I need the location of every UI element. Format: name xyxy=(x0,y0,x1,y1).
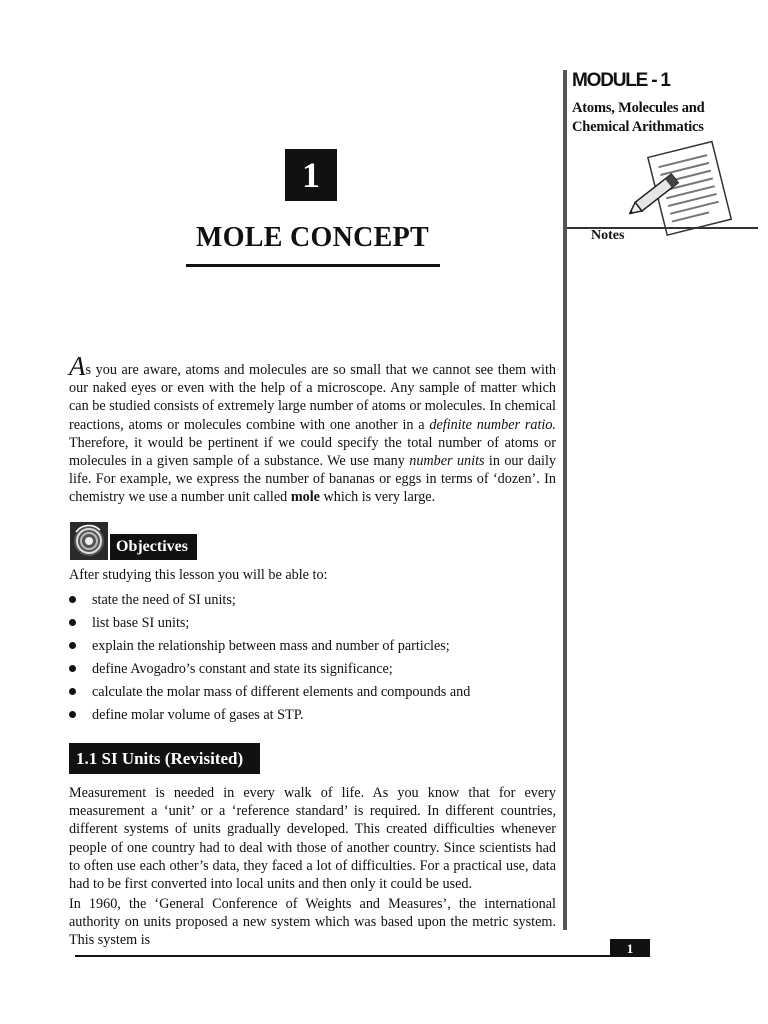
objectives-label: Objectives xyxy=(110,534,197,560)
intro-text: Therefore, it would be pertinent if we could specify the total number of atoms or molecules in a given sample of a substance. We use many xyxy=(69,434,556,470)
module-subtitle-line: Chemical Arithmatics xyxy=(572,119,704,135)
list-item-text: state the need of SI units; xyxy=(92,592,236,608)
bullet-icon xyxy=(69,665,76,672)
module-subtitle xyxy=(572,99,762,137)
intro-bold: mole xyxy=(290,489,320,506)
bullet-icon xyxy=(69,596,76,603)
module-title: MODULE - 1 xyxy=(572,70,670,91)
intro-emphasis: definite number ratio. xyxy=(429,416,556,433)
list-item xyxy=(69,659,470,682)
objectives-intro: After studying this lesson you will be able to: xyxy=(69,567,328,583)
intro-text: in our daily life. For example, we express the number of bananas or eggs in terms of ‘dozen’. In chemistry we use a number unit called xyxy=(69,453,556,506)
notepad-pencil-icon xyxy=(623,136,738,246)
chapter-number: 1 xyxy=(285,149,337,201)
list-item xyxy=(69,590,470,613)
section-heading: 1.1 SI Units (Revisited) xyxy=(69,743,260,774)
footer-rule xyxy=(75,955,650,957)
bullet-icon xyxy=(69,711,76,718)
list-item-text: explain the relationship between mass and number of particles; xyxy=(92,638,450,654)
bullet-icon xyxy=(69,619,76,626)
section-paragraph: In 1960, the ‘General Conference of Weights and Measures’, the international authority on units proposed a new system which was based upon the metric system. This system is xyxy=(69,896,556,949)
drop-cap: A xyxy=(69,351,86,381)
list-item-text: list base SI units; xyxy=(92,615,190,631)
page-number: 1 xyxy=(610,939,650,957)
bullet-icon xyxy=(69,688,76,695)
list-item xyxy=(69,613,470,636)
list-item xyxy=(69,682,470,705)
list-item xyxy=(69,705,470,728)
list-item-text: calculate the molar mass of different elements and compounds and xyxy=(92,684,471,700)
intro-text: s you are aware, atoms and molecules are so small that we cannot see them with our naked eyes or even with the help of a microscope. Any sample of matter which can be studied consists of extremely large number of atoms or molecules. In chemical reactions, atoms or molecules combine with one another in a xyxy=(69,362,556,433)
intro-paragraph xyxy=(69,351,556,507)
notes-label: Notes xyxy=(591,228,625,243)
section-paragraph: Measurement is needed in every walk of life. As you know that for every measurement a ‘unit’ or a ‘reference standard’ is required. In different countries, different systems of units gradually developed. This created difficulties whenever people of one country had to deal with those of another country. Since scientists had to often use each other’s data, they faced a lot of difficulties. For a practical use, data had to be first converted into local units and then only it could be used. xyxy=(69,785,556,893)
target-icon xyxy=(70,522,108,560)
bullet-icon xyxy=(69,642,76,649)
intro-text: which is very large. xyxy=(319,489,436,506)
list-item-text: define Avogadro’s constant and state its significance; xyxy=(92,661,393,677)
list-item xyxy=(69,636,470,659)
chapter-title: MOLE CONCEPT xyxy=(195,222,430,253)
objectives-list xyxy=(69,590,470,728)
margin-rule xyxy=(563,70,567,930)
module-subtitle-line: Atoms, Molecules and xyxy=(572,100,705,116)
list-item-text: define molar volume of gases at STP. xyxy=(92,707,304,723)
intro-emphasis: number units xyxy=(409,453,485,470)
title-underline xyxy=(186,264,440,267)
